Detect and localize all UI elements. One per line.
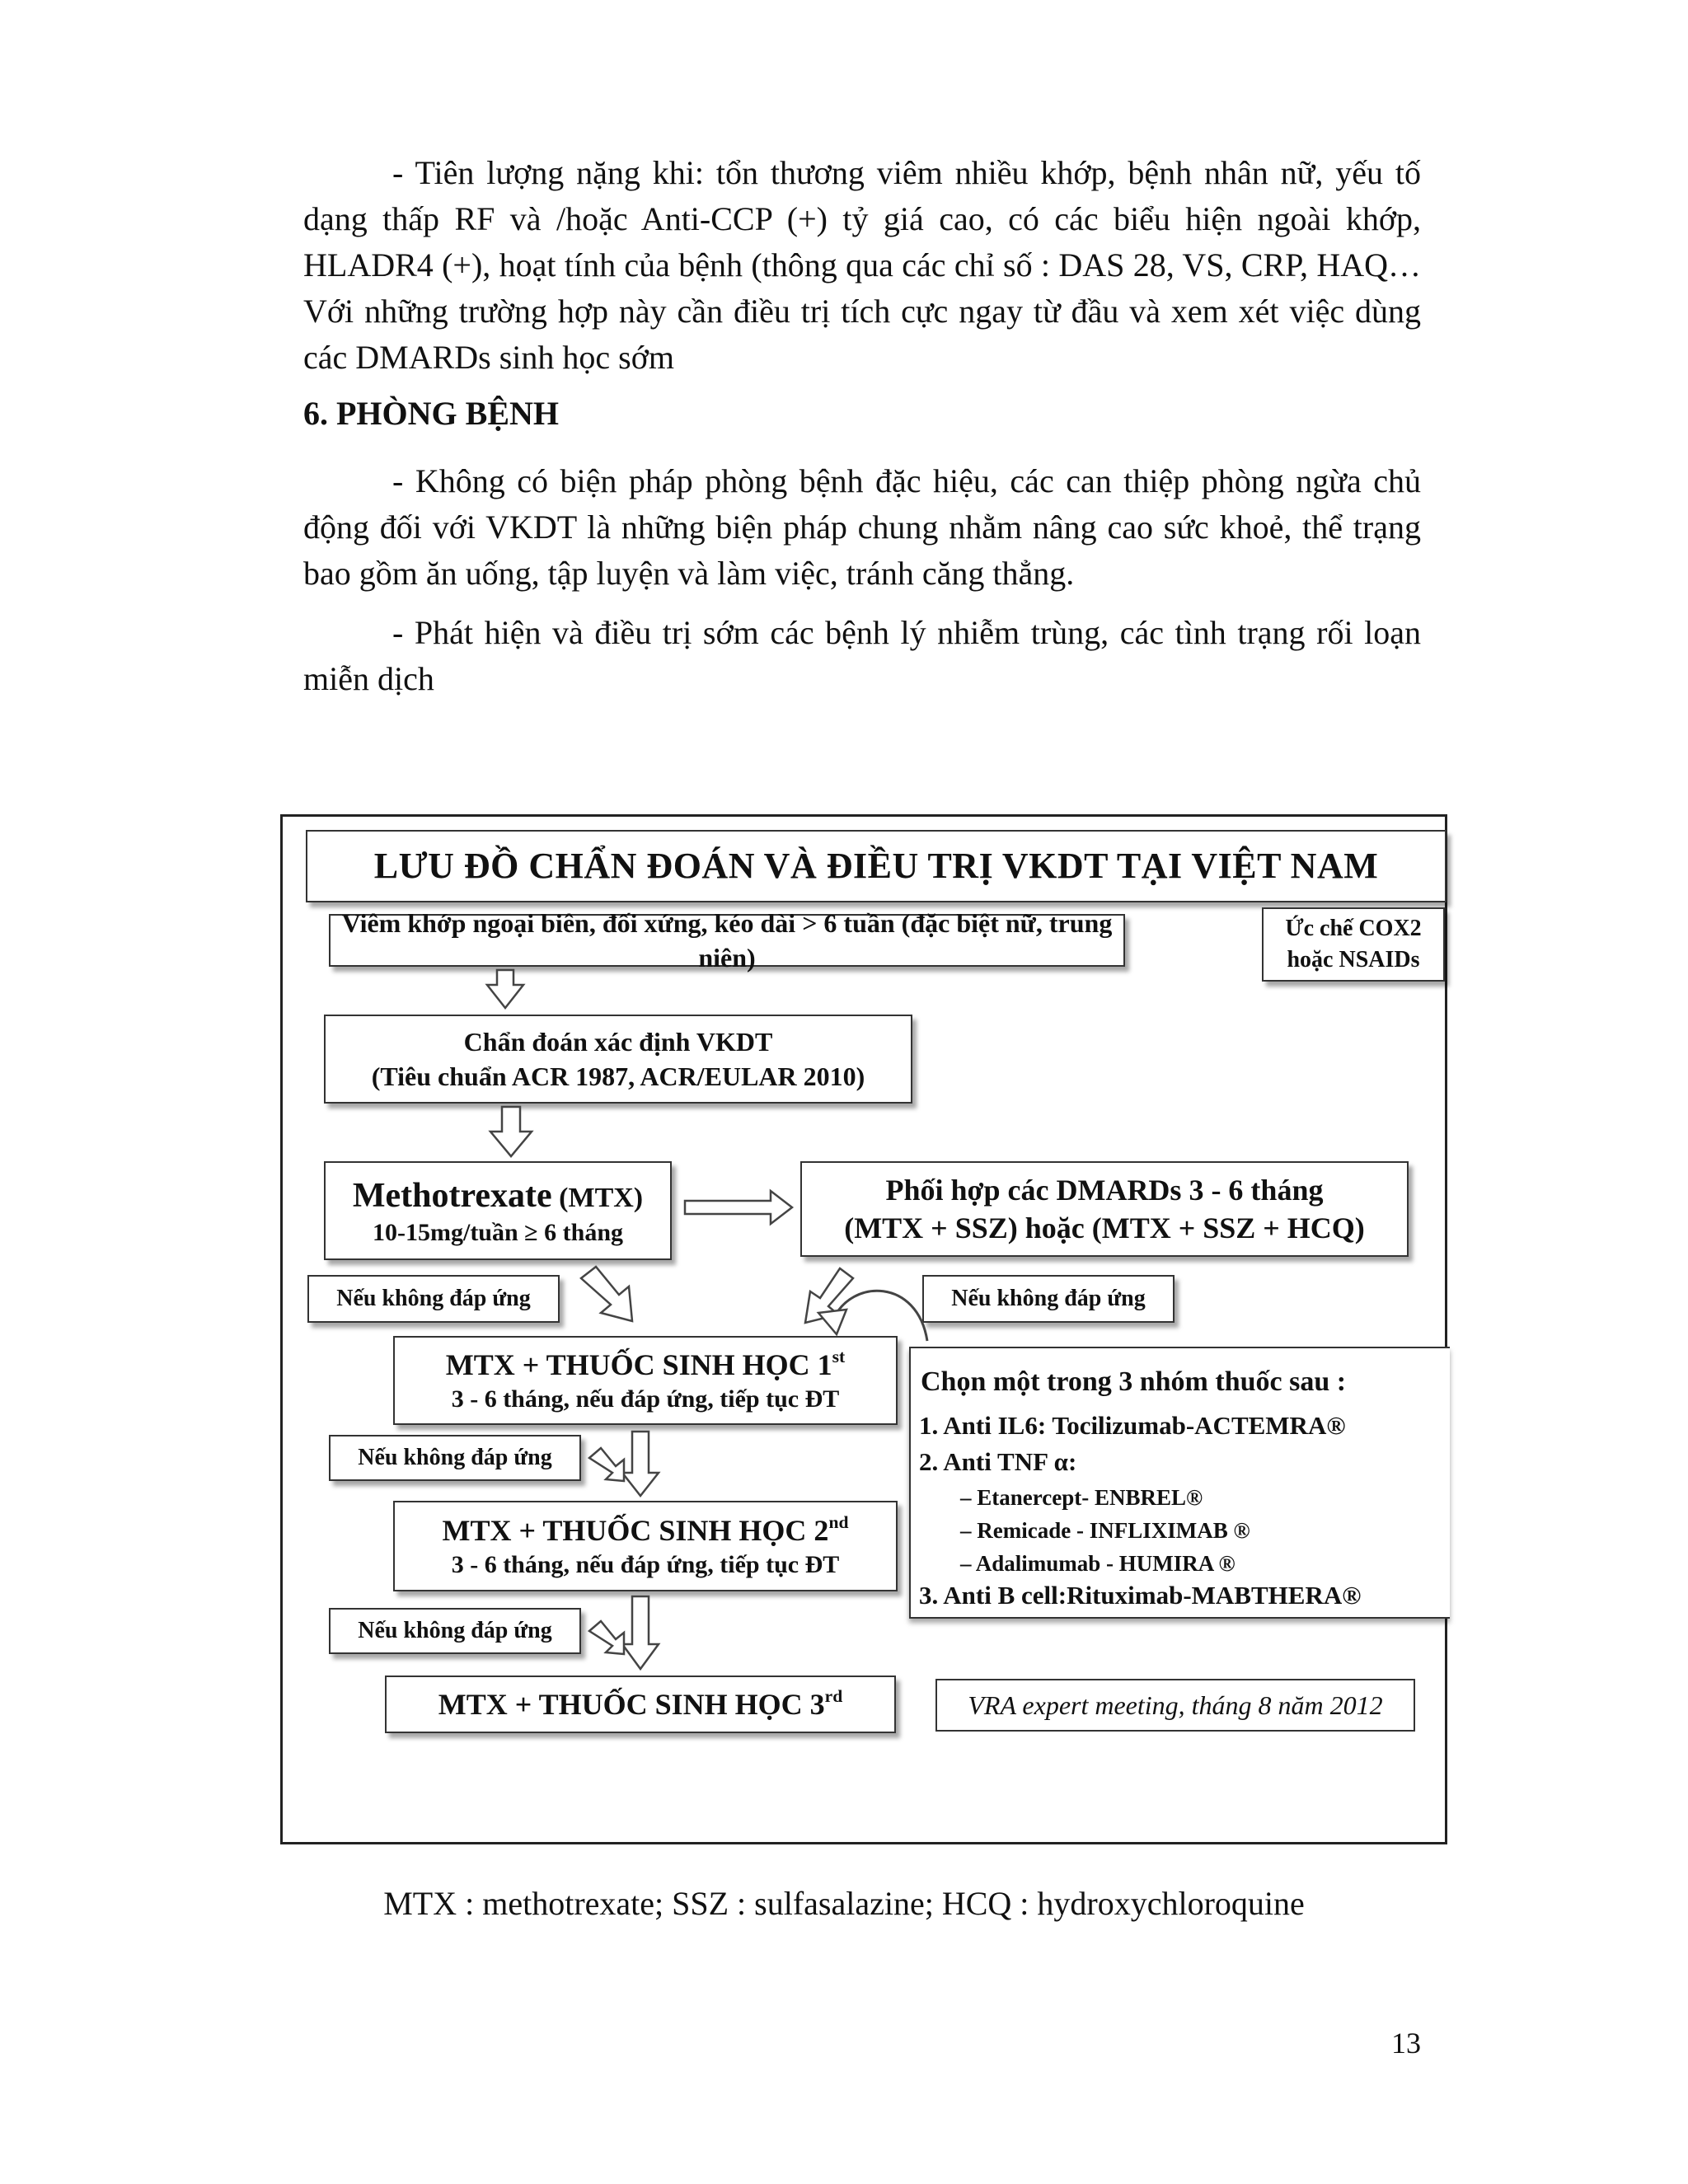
source-text: VRA expert meeting, tháng 8 năm 2012 [968, 1690, 1383, 1720]
page-number: 13 [1391, 2027, 1421, 2060]
treatment-flowchart [280, 814, 1447, 1844]
diagnosis-box [324, 1015, 912, 1104]
mtx-dose: 10-15mg/tuần ≥ 6 tháng [373, 1218, 623, 1246]
biologic-3rd-sup: rd [824, 1685, 843, 1706]
arrow-right-mtx-combo [685, 1191, 792, 1224]
biologic-3rd-box [385, 1675, 896, 1733]
section-heading: 6. PHÒNG BỆNH [303, 395, 560, 432]
no-response-label-3: Nếu không đáp ứng [329, 1608, 581, 1654]
source-box [935, 1679, 1415, 1732]
cox2-box [1262, 907, 1445, 982]
arrow-diag-1 [581, 1267, 632, 1321]
prevention-paragraph: - Không có biện pháp phòng bệnh đặc hiệu, các can thiệp phòng ngừa chủ động đối với VKDT là những biện pháp chung nhằm nâng cao sức khoẻ, thể trạng bao gồm ăn uống, tập luyện và làm việc, tránh căng thẳng. [303, 462, 1421, 592]
biologic-1st-sup: st [832, 1346, 846, 1366]
dmards-combination-box [800, 1161, 1409, 1257]
cox2-line2: hoặc NSAIDs [1287, 947, 1420, 972]
arrow-diag-combo [805, 1268, 853, 1323]
combo-line2: (MTX + SSZ) hoặc (MTX + SSZ + HCQ) [844, 1212, 1365, 1244]
no-response-label-combo: Nếu không đáp ứng [922, 1275, 1175, 1323]
biologic-1st-box [393, 1336, 898, 1425]
drug-option-2a: – Etanercept- ENBREL® [960, 1485, 1203, 1510]
peripheral-arthritis-text: Viêm khớp ngoại biên, đối xứng, kéo dài > 6 tuần (đặc biệt nữ, trung niên) [341, 908, 1113, 972]
flowchart-title [306, 830, 1447, 902]
diagnosis-line2: (Tiêu chuẩn ACR 1987, ACR/EULAR 2010) [371, 1062, 865, 1091]
prognosis-paragraph: - Tiên lượng nặng khi: tổn thương viêm nhiều khớp, bệnh nhân nữ, yếu tố dạng thấp RF và /hoặc Anti-CCP (+) tỷ giá cao, có các biểu hiện ngoài khớp, HLADR4 (+), hoạt tính của bệnh (thông qua các chỉ số : DAS 28, VS, CRP, HAQ… Với những trường hợp này cần điều trị tích cực ngay từ đầu và xem xét việc dùng các DMARDs sinh học sớm [303, 154, 1421, 376]
biologic-1st-sub: 3 - 6 tháng, nếu đáp ứng, tiếp tục ĐT [451, 1385, 840, 1413]
drug-option-2b: – Remicade - INFLIXIMAB ® [960, 1518, 1250, 1543]
arrow-down-2 [490, 1107, 532, 1156]
arrow-diag-3 [589, 1621, 624, 1654]
mtx-name: Methotrexate [352, 1176, 552, 1215]
biologic-2nd-text: MTX + THUỐC SINH HỌC 2 [442, 1514, 829, 1547]
methotrexate-box [324, 1161, 672, 1260]
mtx-abbr: (MTX) [551, 1182, 644, 1213]
arrow-down-1 [487, 970, 523, 1008]
biologic-3rd-text: MTX + THUỐC SINH HỌC 3 [438, 1688, 825, 1721]
peripheral-arthritis-box [329, 908, 1125, 972]
biologic-1st-text: MTX + THUỐC SINH HỌC 1 [445, 1348, 832, 1381]
drug-option-3: 3. Anti B cell:Rituximab-MABTHERA® [919, 1581, 1362, 1610]
no-response-label-1: Nếu không đáp ứng [307, 1275, 560, 1323]
early-treatment-paragraph: - Phát hiện và điều trị sớm các bệnh lý nhiễm trùng, các tình trạng rối loạn miễn dịch [303, 614, 1421, 697]
drug-options-panel [909, 1347, 1450, 1619]
flowchart-title-text: LƯU ĐỒ CHẨN ĐOÁN VÀ ĐIỀU TRỊ VKDT TẠI VIỆT NAM [373, 846, 1379, 886]
arrow-curve-head [818, 1310, 846, 1334]
no-response-label-2: Nếu không đáp ứng [329, 1435, 581, 1481]
biologic-2nd-box [393, 1501, 898, 1591]
biologic-2nd-sup: nd [828, 1511, 849, 1532]
arrow-down-3 [622, 1432, 659, 1496]
arrow-down-4 [622, 1596, 659, 1669]
drug-options-title: Chọn một trong 3 nhóm thuốc sau : [921, 1366, 1347, 1397]
abbreviation-note: MTX : methotrexate; SSZ : sulfasalazine; HCQ : hydroxychloroquine [383, 1885, 1305, 1922]
drug-option-2c: – Adalimumab - HUMIRA ® [960, 1551, 1236, 1576]
combo-line1: Phối hợp các DMARDs 3 - 6 tháng [885, 1174, 1324, 1207]
arrow-diag-2 [589, 1448, 624, 1481]
diagnosis-line1: Chẩn đoán xác định VKDT [463, 1027, 773, 1057]
arrow-curve-drugs [833, 1291, 927, 1341]
biologic-2nd-sub: 3 - 6 tháng, nếu đáp ứng, tiếp tục ĐT [451, 1551, 840, 1578]
cox2-line1: Ức chế COX2 [1285, 916, 1422, 941]
drug-option-2: 2. Anti TNF α: [919, 1447, 1077, 1476]
drug-option-1: 1. Anti IL6: Tocilizumab-ACTEMRA® [919, 1411, 1346, 1440]
